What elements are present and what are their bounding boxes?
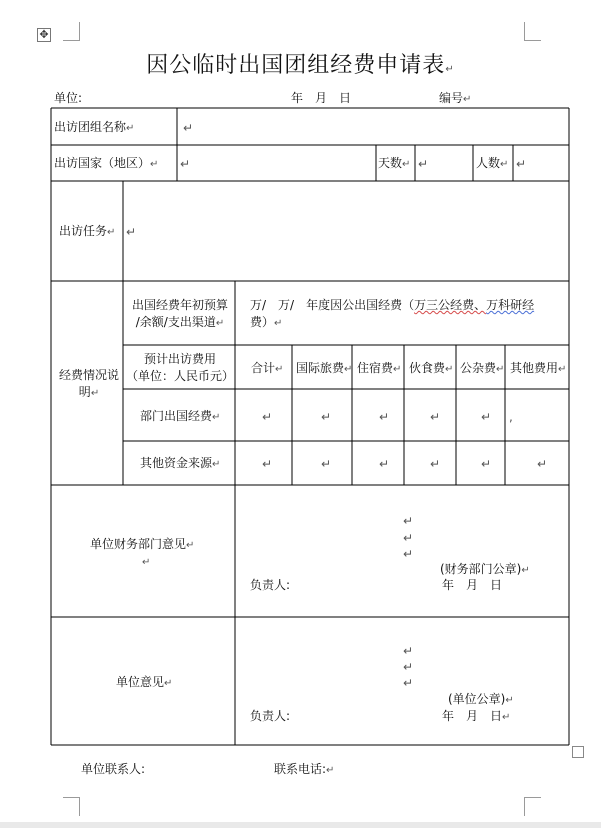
- other-meals-field[interactable]: ↵: [430, 457, 441, 471]
- unit-blank-2[interactable]: ↵: [403, 660, 414, 674]
- group-name-field[interactable]: ↵: [183, 121, 194, 135]
- unit-blank-3[interactable]: ↵: [403, 676, 414, 690]
- dept-travel-field[interactable]: ↵: [321, 410, 332, 424]
- task-field[interactable]: ↵: [126, 225, 137, 239]
- dept-funds-label: 部门出国经费↵: [140, 409, 221, 423]
- col-lodging: 住宿费↵: [357, 361, 402, 375]
- task-label: 出访任务↵: [59, 224, 116, 238]
- finance-date: 年 月 日: [442, 578, 503, 592]
- unit-blank-1[interactable]: ↵: [403, 644, 414, 658]
- budget-label: 出国经费年初预算 /余额/支出渠道↵: [131, 298, 228, 329]
- page-bottom-strip: [0, 822, 601, 828]
- other-misc-field[interactable]: ↵: [481, 457, 492, 471]
- col-other: 其他费用↵: [510, 361, 567, 375]
- other-lodging-field[interactable]: ↵: [379, 457, 390, 471]
- finance-blank-2[interactable]: ↵: [403, 531, 414, 545]
- contact-label: 单位联系人:: [81, 762, 146, 776]
- unit-date: 年 月 日↵: [442, 709, 511, 723]
- dept-other-field[interactable]: ,: [509, 410, 513, 424]
- move-handle-icon[interactable]: ✥: [37, 28, 51, 42]
- col-meals: 伙食费↵: [409, 361, 454, 375]
- budget-text: 万/ 万/ 年度因公出国经费（万三公经费、万科研经 费）↵: [250, 298, 535, 329]
- people-field[interactable]: ↵: [516, 157, 527, 171]
- dept-misc-field[interactable]: ↵: [481, 410, 492, 424]
- unit-opinion-label: 单位意见↵: [116, 675, 173, 689]
- other-other-field[interactable]: ↵: [537, 457, 548, 471]
- phone-label: 联系电话:↵: [274, 762, 335, 776]
- unit-seal: (单位公章)↵: [448, 692, 514, 706]
- unit-label: 单位:: [54, 91, 83, 105]
- dept-lodging-field[interactable]: ↵: [379, 410, 390, 424]
- dept-total-field[interactable]: ↵: [262, 410, 273, 424]
- country-label: 出访国家（地区）↵: [54, 156, 159, 170]
- finance-opinion-label: 单位财务部门意见↵ ↵: [90, 537, 195, 568]
- other-funds-label: 其他资金来源↵: [140, 456, 221, 470]
- finance-blank-3[interactable]: ↵: [403, 547, 414, 561]
- group-name-label: 出访团组名称↵: [54, 120, 135, 134]
- other-travel-field[interactable]: ↵: [321, 457, 332, 471]
- other-total-field[interactable]: ↵: [262, 457, 273, 471]
- finance-seal: (财务部门公章)↵: [440, 562, 530, 576]
- finance-blank-1[interactable]: ↵: [403, 514, 414, 528]
- col-travel: 国际旅费↵: [296, 361, 353, 375]
- days-label: 天数↵: [378, 156, 411, 170]
- finance-responsible: 负责人:: [250, 578, 291, 592]
- date-label: 年 月 日: [291, 91, 352, 105]
- number-label: 编号↵: [439, 91, 472, 105]
- days-field[interactable]: ↵: [418, 157, 429, 171]
- unit-responsible: 负责人:: [250, 709, 291, 723]
- page-title: 因公临时出国团组经费申请表↵: [146, 53, 455, 78]
- people-label: 人数↵: [476, 156, 509, 170]
- estimate-label: 预计出访费用 （单位：人民币元）: [126, 352, 235, 383]
- col-misc: 公杂费↵: [460, 361, 505, 375]
- dept-meals-field[interactable]: ↵: [430, 410, 441, 424]
- col-total: 合计↵: [251, 361, 284, 375]
- funding-label: 经费情况说明↵: [58, 368, 119, 399]
- country-field[interactable]: ↵: [180, 157, 191, 171]
